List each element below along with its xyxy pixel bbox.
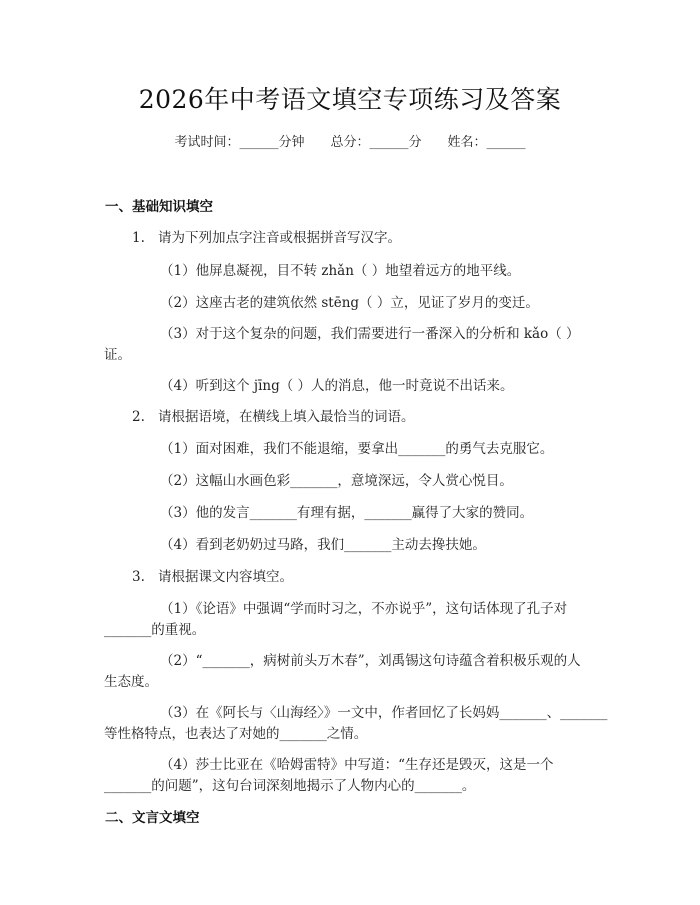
question-number: 2. — [132, 409, 145, 425]
q3-item-4-continued: _______的问题”，这句台词深刻地揭示了人物内心的_______。 — [104, 778, 476, 794]
q1-item-2: （2）这座古老的建筑依然 stēng（ ）立，见证了岁月的变迁。 — [160, 295, 539, 311]
q2-item-3: （3）他的发言_______有理有据，_______赢得了大家的赞同。 — [160, 505, 534, 521]
question-text: 请根据语境，在横线上填入最恰当的词语。 — [158, 409, 415, 425]
q2-item-2: （2）这幅山水画色彩_______，意境深远，令人赏心悦目。 — [160, 473, 513, 489]
question-3 — [132, 565, 293, 585]
section-heading-basic-knowledge: 一、基础知识填空 — [105, 199, 213, 215]
q3-item-3: （3）在《阿长与〈山海经〉》一文中，作者回忆了长妈妈_______、_______ — [160, 705, 608, 721]
question-2 — [132, 405, 415, 425]
q3-item-1: （1）《论语》中强调“学而时习之，不亦说乎”，这句话体现了孔子对 — [160, 601, 568, 617]
question-text: 请根据课文内容填空。 — [158, 569, 293, 585]
question-1 — [132, 226, 401, 246]
section-heading-classical-chinese: 二、文言文填空 — [105, 810, 200, 826]
question-number: 3. — [132, 569, 145, 585]
q3-item-1-continued: _______的重视。 — [104, 622, 206, 638]
exam-meta — [0, 131, 700, 150]
q3-item-2-continued: 生态度。 — [104, 674, 158, 690]
exam-total-score: 总分：______分 — [330, 135, 422, 150]
q3-item-4: （4）莎士比亚在《哈姆雷特》中写道：“生存还是毁灭，这是一个 — [160, 757, 554, 773]
question-number: 1. — [132, 230, 145, 246]
q1-item-3-continued: 证。 — [104, 347, 131, 363]
q2-item-4: （4）看到老奶奶过马路，我们_______主动去搀扶她。 — [160, 537, 486, 553]
q3-item-3-continued: 等性格特点，也表达了对她的_______之情。 — [104, 726, 368, 742]
page-title: 2026年中考语文填空专项练习及答案 — [138, 85, 562, 114]
q1-item-1: （1）他屏息凝视，目不转 zhǎn（ ）地望着远方的地平线。 — [160, 263, 521, 279]
question-text: 请为下列加点字注音或根据拼音写汉字。 — [158, 230, 401, 246]
exam-time: 考试时间：______分钟 — [174, 135, 305, 150]
q2-item-1: （1）面对困难，我们不能退缩，要拿出_______的勇气去克服它。 — [160, 441, 554, 457]
q1-item-3: （3）对于这个复杂的问题，我们需要进行一番深入的分析和 kǎo（ ） — [160, 326, 580, 342]
q1-item-4: （4）听到这个 jīng（ ）人的消息，他一时竟说不出话来。 — [160, 378, 514, 394]
q3-item-2: （2）“_______，病树前头万木春”，刘禹锡这句诗蕴含着积极乐观的人 — [160, 653, 581, 669]
student-name: 姓名：______ — [447, 135, 526, 150]
